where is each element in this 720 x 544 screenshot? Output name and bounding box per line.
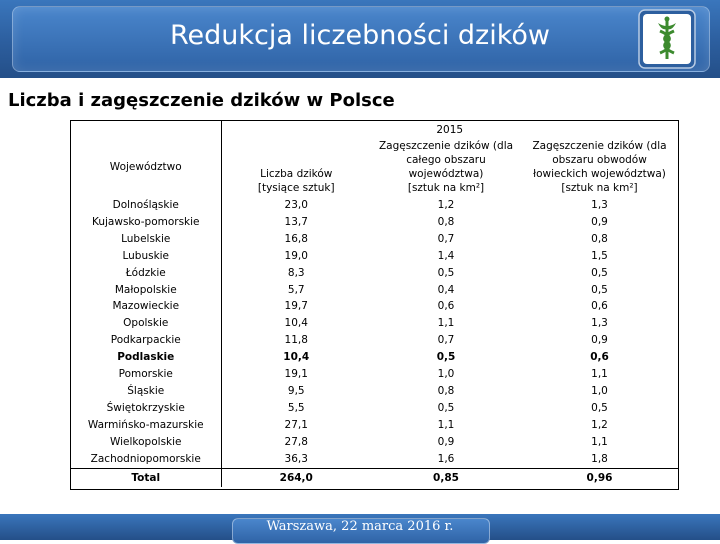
density-hunting-cell: 1,3 <box>591 317 608 330</box>
density-hunting-cell: 1,1 <box>591 435 608 448</box>
total-row <box>71 468 678 487</box>
region-cell: Świętokrzyskie <box>71 400 221 417</box>
total-density-all: 0,85 <box>371 468 521 487</box>
count-header-line: [tysiące sztuk] <box>257 182 335 194</box>
region-cell: Zachodniopomorskie <box>71 451 221 468</box>
year-header: 2015 <box>436 124 464 136</box>
count-cell: 27,8 <box>284 435 308 448</box>
table-row <box>71 332 678 349</box>
region-cell: Lubuskie <box>71 248 221 265</box>
region-cell: Podlaskie <box>71 349 221 366</box>
count-cell: 36,3 <box>284 452 308 465</box>
region-cell: Warmińsko-mazurskie <box>71 417 221 434</box>
count-cell: 10,4 <box>283 351 310 364</box>
density-hunting-cell: 1,8 <box>591 452 608 465</box>
density-all-cell: 1,1 <box>437 418 455 431</box>
density-hunting-header-line: obszaru obwodów <box>552 154 647 166</box>
region-cell: Lubelskie <box>71 231 221 248</box>
table-row <box>71 349 678 366</box>
density-hunting-cell: 1,0 <box>591 384 608 397</box>
density-all-cell: 0,9 <box>437 435 455 448</box>
count-cell: 9,5 <box>287 384 305 397</box>
count-cell: 13,7 <box>284 215 308 228</box>
count-cell: 10,4 <box>284 317 308 330</box>
count-cell: 11,8 <box>284 334 308 347</box>
table-row <box>71 434 678 451</box>
density-all-header-line: Zagęszczenie dzików (dla <box>378 140 514 152</box>
caduceus-logo-icon <box>638 9 696 69</box>
table-row <box>71 451 678 468</box>
density-all-column-header <box>371 139 521 197</box>
count-cell: 5,5 <box>287 401 305 414</box>
density-hunting-cell: 0,5 <box>591 266 608 279</box>
count-cell: 23,0 <box>284 199 308 211</box>
count-cell: 8,3 <box>287 266 305 279</box>
density-hunting-cell: 0,5 <box>591 283 608 296</box>
density-hunting-cell: 0,9 <box>591 215 608 228</box>
density-hunting-header-line: [sztuk na km²] <box>561 182 638 194</box>
table-row <box>71 315 678 332</box>
table-row <box>71 265 678 282</box>
table-row <box>71 366 678 383</box>
data-table <box>70 120 679 490</box>
density-all-cell: 1,0 <box>437 368 455 381</box>
footer-date: Warszawa, 22 marca 2016 r. <box>266 519 454 534</box>
table-row <box>71 214 678 231</box>
region-cell: Opolskie <box>71 315 221 332</box>
density-hunting-cell: 1,2 <box>591 418 608 431</box>
density-hunting-cell: 0,6 <box>590 351 609 364</box>
table-row <box>71 417 678 434</box>
table-row <box>71 231 678 248</box>
table-row <box>71 197 678 214</box>
count-cell: 27,1 <box>284 418 308 431</box>
table-row <box>71 282 678 299</box>
count-header-line: Liczba dzików <box>260 168 333 180</box>
density-all-cell: 1,1 <box>437 317 455 330</box>
region-cell: Pomorskie <box>71 366 221 383</box>
density-all-cell: 0,5 <box>436 351 456 364</box>
count-cell: 19,7 <box>284 300 308 313</box>
density-all-cell: 0,4 <box>437 283 455 296</box>
density-all-cell: 0,6 <box>437 300 455 313</box>
density-hunting-cell: 0,9 <box>591 334 608 347</box>
region-cell: Śląskie <box>71 383 221 400</box>
region-column-header: Województwo <box>71 139 221 197</box>
table-row <box>71 298 678 315</box>
density-all-cell: 0,5 <box>437 266 455 279</box>
region-cell: Małopolskie <box>71 282 221 299</box>
total-label: Total <box>71 468 221 487</box>
count-column-header <box>221 139 371 197</box>
count-cell: 16,8 <box>284 232 308 245</box>
table-row <box>71 248 678 265</box>
total-density-hunting: 0,96 <box>521 468 678 487</box>
density-hunting-cell: 0,8 <box>591 232 608 245</box>
density-hunting-cell: 1,5 <box>591 249 608 262</box>
region-cell: Podkarpackie <box>71 332 221 349</box>
count-cell: 19,1 <box>284 368 308 381</box>
density-all-cell: 0,7 <box>437 334 455 347</box>
density-all-cell: 0,8 <box>437 215 455 228</box>
density-all-cell: 0,8 <box>437 384 455 397</box>
density-all-header-line: całego obszaru <box>406 154 486 166</box>
table-row <box>71 383 678 400</box>
density-hunting-cell: 1,3 <box>591 199 608 211</box>
page-title: Redukcja liczebności dzików <box>169 20 550 51</box>
density-hunting-header-line: łowieckich województwa) <box>533 168 666 180</box>
region-cell: Kujawsko-pomorskie <box>71 214 221 231</box>
density-hunting-cell: 1,1 <box>591 368 608 381</box>
count-cell: 19,0 <box>284 249 308 262</box>
density-hunting-header-line: Zagęszczenie dzików (dla <box>532 140 667 152</box>
density-hunting-cell: 0,6 <box>591 300 608 313</box>
density-all-cell: 0,7 <box>437 232 455 245</box>
region-cell: Wielkopolskie <box>71 434 221 451</box>
density-all-cell: 1,6 <box>437 452 455 465</box>
count-cell: 5,7 <box>287 283 305 296</box>
density-all-cell: 0,5 <box>437 401 455 414</box>
region-header-blank <box>71 121 221 139</box>
table-row <box>71 400 678 417</box>
total-count: 264,0 <box>221 468 371 487</box>
density-all-header-line: województwa) <box>408 168 484 180</box>
density-all-cell: 1,2 <box>437 199 455 211</box>
density-all-cell: 1,4 <box>437 249 455 262</box>
density-hunting-column-header <box>521 139 678 197</box>
density-hunting-cell: 0,5 <box>591 401 608 414</box>
region-cell: Mazowieckie <box>71 298 221 315</box>
section-heading: Liczba i zagęszczenie dzików w Polsce <box>8 90 395 111</box>
region-cell: Dolnośląskie <box>71 197 221 214</box>
region-cell: Łódzkie <box>71 265 221 282</box>
density-all-header-line: [sztuk na km²] <box>407 182 485 194</box>
